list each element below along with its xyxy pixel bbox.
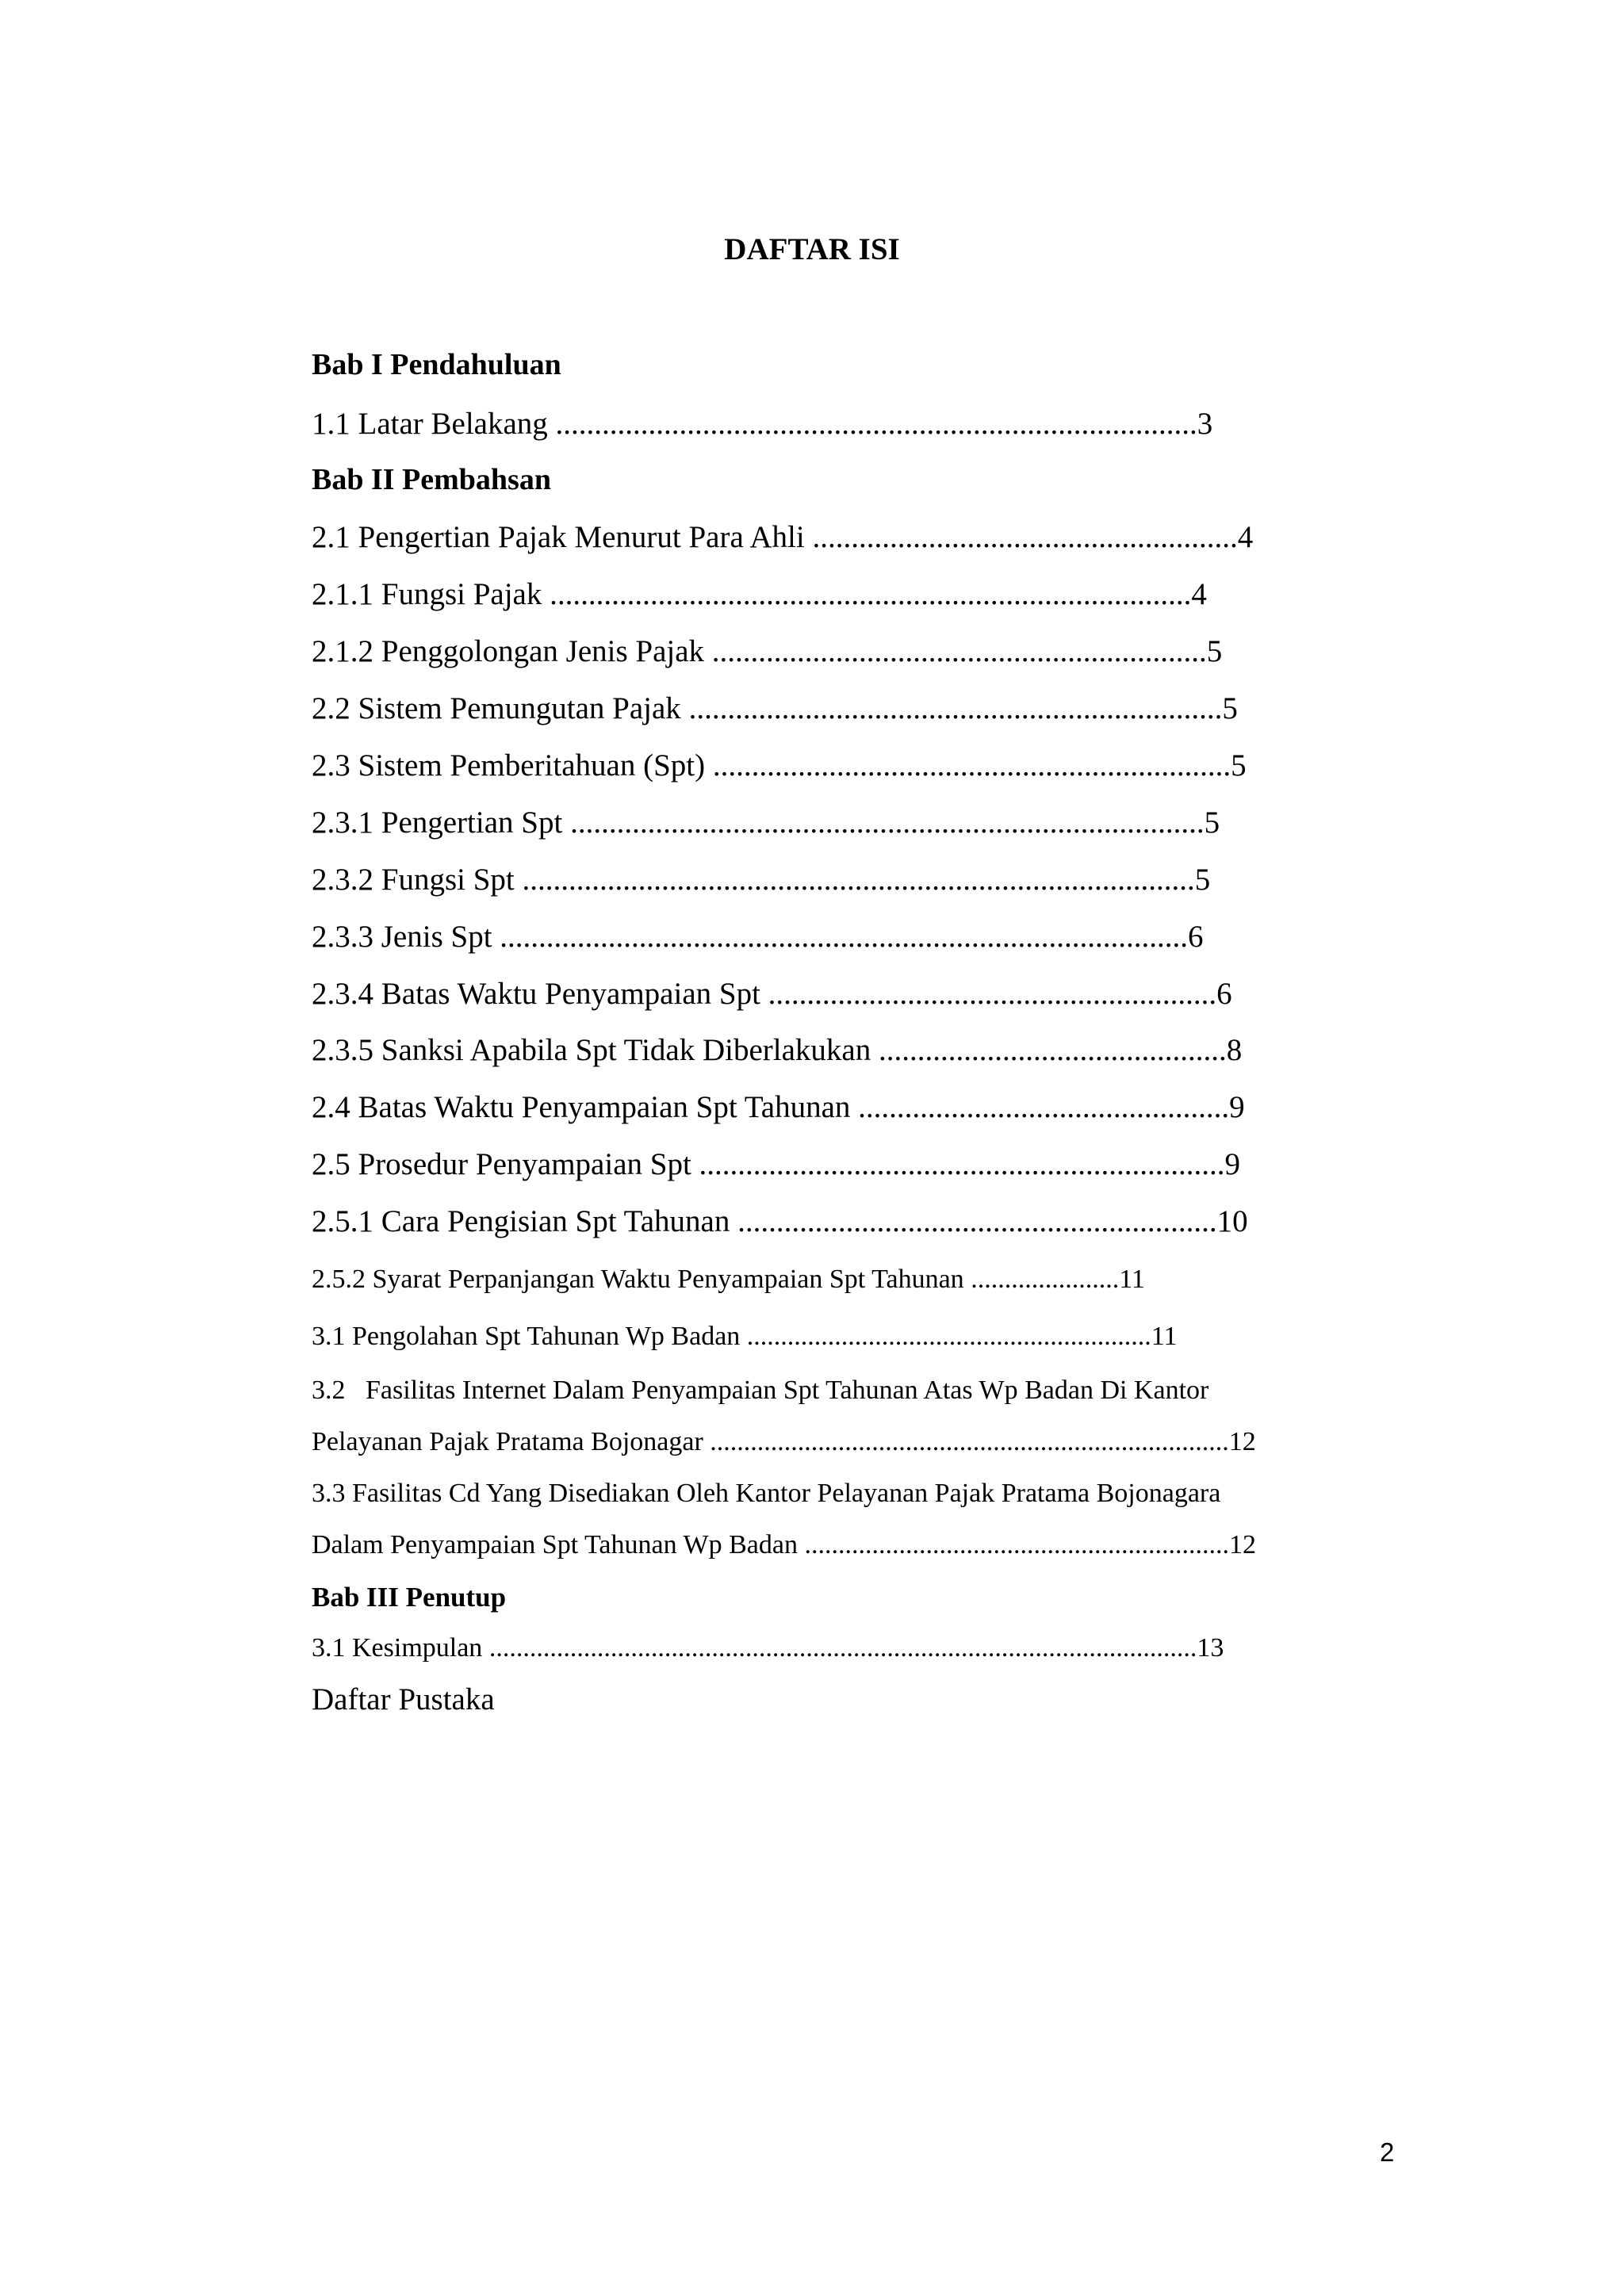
toc-entry-3-1-pengolahan bbox=[312, 1319, 1178, 1354]
toc-leader: ................................................................ bbox=[711, 634, 1207, 668]
toc-heading-bab-2 bbox=[312, 461, 551, 499]
toc-entry-text: 2.3.2 Fungsi Spt bbox=[312, 863, 523, 897]
toc-entry-2-3 bbox=[312, 746, 1247, 786]
toc-leader: ...................... bbox=[971, 1265, 1120, 1294]
toc-leader: ................................................................... bbox=[712, 748, 1231, 783]
toc-leader: .................................................................................. bbox=[570, 806, 1205, 840]
toc-page-number: 8 bbox=[1226, 1033, 1243, 1067]
toc-entry-text: 2.3.4 Batas Waktu Penyampaian Spt bbox=[312, 977, 768, 1011]
toc-page-number: 4 bbox=[1191, 577, 1207, 611]
toc-entry-text: Bab I Pendahuluan bbox=[312, 348, 561, 381]
toc-entry-text: 3.3 Fasilitas Cd Yang Disediakan Oleh Kantor Pelayanan Pajak Pratama Bojonagara bbox=[312, 1479, 1221, 1508]
toc-heading-bab-3 bbox=[312, 1578, 506, 1617]
toc-leader: ............................................................... bbox=[804, 1530, 1229, 1559]
page-title: DAFTAR ISI bbox=[724, 232, 900, 266]
toc-entry-text: 2.5.2 Syarat Perpanjangan Waktu Penyampaian Spt Tahunan bbox=[312, 1265, 971, 1294]
toc-entry-text: 3.1 Pengolahan Spt Tahunan Wp Badan bbox=[312, 1322, 747, 1351]
toc-entry-2-5-2 bbox=[312, 1262, 1145, 1297]
toc-entry-text: 2.3 Sistem Pemberitahuan (Spt) bbox=[312, 748, 713, 783]
toc-entry-2-1 bbox=[312, 518, 1253, 557]
toc-page-number: 5 bbox=[1231, 748, 1247, 783]
toc-page-number: 9 bbox=[1229, 1090, 1245, 1124]
toc-entry-2-3-4 bbox=[312, 974, 1232, 1014]
toc-entry-2-1-2 bbox=[312, 632, 1222, 672]
toc-page-number: 5 bbox=[1204, 806, 1220, 840]
toc-entry-text: Daftar Pustaka bbox=[312, 1682, 495, 1716]
toc-entry-3-3-line-2 bbox=[312, 1528, 1256, 1563]
toc-page-number: 11 bbox=[1151, 1322, 1178, 1351]
toc-entry-2-3-3 bbox=[312, 917, 1204, 957]
toc-entry-2-2 bbox=[312, 689, 1238, 729]
toc-leader: ......................................................................................... bbox=[500, 920, 1189, 954]
toc-leader: ................................................................................... bbox=[555, 407, 1197, 441]
toc-page-number: 5 bbox=[1222, 691, 1238, 725]
toc-entry-text: 1.1 Latar Belakang bbox=[312, 407, 556, 441]
toc-leader: .................................................................... bbox=[699, 1147, 1225, 1181]
toc-page-number: 6 bbox=[1216, 977, 1232, 1011]
toc-entry-text: 2.1.2 Penggolongan Jenis Pajak bbox=[312, 634, 712, 668]
toc-entry-text: Bab II Pembahsan bbox=[312, 463, 551, 496]
toc-page-number: 12 bbox=[1228, 1427, 1256, 1456]
toc-entry-text: 2.3.1 Pengertian Spt bbox=[312, 806, 571, 840]
toc-entry-text: 2.3.3 Jenis Spt bbox=[312, 920, 500, 954]
toc-page-number: 4 bbox=[1237, 520, 1254, 554]
toc-leader: ....................................................................................... bbox=[522, 863, 1195, 897]
toc-entry-text: 2.2 Sistem Pemungutan Pajak bbox=[312, 691, 689, 725]
toc-entry-2-4 bbox=[312, 1088, 1245, 1127]
toc-entry-text: Dalam Penyampaian Spt Tahunan Wp Badan bbox=[312, 1530, 805, 1559]
toc-entry-3-1-kesimpulan bbox=[312, 1631, 1224, 1666]
toc-entry-3-3-line-1 bbox=[312, 1476, 1220, 1511]
toc-entry-text: 2.5.1 Cara Pengisian Spt Tahunan bbox=[312, 1204, 738, 1238]
toc-entry-text: 3.2 Fasilitas Internet Dalam Penyampaian Spt Tahunan Atas Wp Badan Di Kantor bbox=[312, 1376, 1209, 1405]
toc-leader: .............................................................. bbox=[737, 1204, 1217, 1238]
toc-heading-bab-1 bbox=[312, 346, 561, 384]
toc-page-number: 12 bbox=[1228, 1530, 1256, 1559]
toc-page-number: 11 bbox=[1119, 1265, 1145, 1294]
toc-leader: ..................................................................... bbox=[688, 691, 1223, 725]
toc-entry-daftar-pustaka bbox=[312, 1680, 495, 1720]
toc-leader: ............................................................................. bbox=[710, 1427, 1229, 1456]
toc-entry-text: 2.1.1 Fungsi Pajak bbox=[312, 577, 550, 611]
toc-page-number: 3 bbox=[1197, 407, 1213, 441]
toc-entry-text: Pelayanan Pajak Pratama Bojonagar bbox=[312, 1427, 710, 1456]
page-number: 2 bbox=[1380, 2137, 1395, 2167]
toc-leader: ................................................................................... bbox=[550, 577, 1192, 611]
toc-leader: ....................................................... bbox=[812, 520, 1238, 554]
toc-entry-2-5 bbox=[312, 1145, 1240, 1184]
toc-page-number: 10 bbox=[1216, 1204, 1248, 1238]
toc-entry-2-5-1 bbox=[312, 1202, 1248, 1242]
toc-leader: ................................................ bbox=[858, 1090, 1230, 1124]
toc-page-number: 9 bbox=[1224, 1147, 1241, 1181]
toc-page-number: 5 bbox=[1194, 863, 1211, 897]
toc-entry-2-1-1 bbox=[312, 575, 1207, 614]
toc-entry-text: 2.4 Batas Waktu Penyampaian Spt Tahunan bbox=[312, 1090, 859, 1124]
toc-entry-2-3-2 bbox=[312, 860, 1210, 900]
toc-page-number: 5 bbox=[1206, 634, 1223, 668]
toc-entry-3-2-line-2 bbox=[312, 1425, 1256, 1460]
toc-entry-1-1 bbox=[312, 404, 1212, 444]
toc-entry-2-3-5 bbox=[312, 1031, 1242, 1070]
toc-entry-3-2-line-1 bbox=[312, 1373, 1208, 1408]
toc-entry-text: Bab III Penutup bbox=[312, 1582, 507, 1613]
toc-entry-2-3-1 bbox=[312, 803, 1220, 843]
toc-leader: .......................................................... bbox=[768, 977, 1217, 1011]
toc-page-number: 6 bbox=[1188, 920, 1204, 954]
toc-entry-text: 2.5 Prosedur Penyampaian Spt bbox=[312, 1147, 699, 1181]
toc-leader: ............................................................ bbox=[746, 1322, 1151, 1351]
toc-entry-text: 2.1 Pengertian Pajak Menurut Para Ahli bbox=[312, 520, 813, 554]
toc-leader: ......................................................................................................... bbox=[488, 1633, 1197, 1663]
toc-page-number: 13 bbox=[1197, 1633, 1224, 1663]
toc-leader: ............................................. bbox=[879, 1033, 1227, 1067]
toc-entry-text: 2.3.5 Sanksi Apabila Spt Tidak Diberlakukan bbox=[312, 1033, 879, 1067]
toc-entry-text: 3.1 Kesimpulan bbox=[312, 1633, 489, 1663]
